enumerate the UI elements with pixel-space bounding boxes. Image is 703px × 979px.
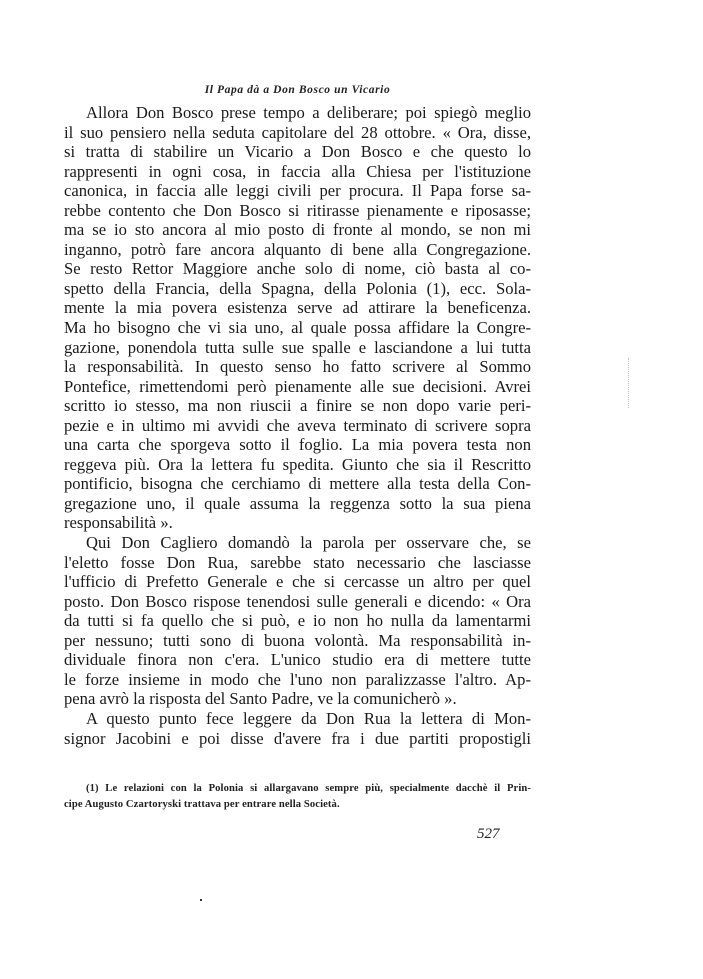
text-line: A questo punto fece leggere da Don Rua la lettera di Mon-: [86, 708, 531, 728]
text-line: Qui Don Cagliero domandò la parola per osservare che, se: [86, 533, 531, 553]
text-line: per nessuno; tutti sono di buona volontà. Ma responsabilità in-: [64, 630, 531, 650]
scan-artifact-dot: [200, 899, 202, 901]
text-line: pezie e in ultimo mi avvidi che aveva terminato di scrivere sopra: [64, 415, 531, 435]
text-line: rappresenti in ogni cosa, in faccia alla Chiesa per l'istituzione: [64, 161, 531, 181]
text-line: ma se io sto ancora al mio posto di fronte al mondo, se non mi: [64, 220, 531, 240]
text-line: Allora Don Bosco prese tempo a deliberare; poi spiegò meglio: [86, 103, 531, 122]
text-line: rebbe contento che Don Bosco si ritirasse pienamente e riposasse;: [64, 200, 531, 220]
text-line: gazione, ponendola tutta sulle sue spalle e lasciandone a lui tutta: [64, 337, 531, 357]
scan-artifact-mark: [628, 358, 630, 408]
paragraph-1: [64, 103, 531, 533]
text-line: dividuale finora non c'era. L'unico studio era di mettere tutte: [64, 650, 531, 670]
text-line: posto. Don Bosco rispose tenendosi sulle generali e dicendo: « Ora: [64, 591, 531, 611]
paragraph-2: [64, 533, 531, 709]
footnote-line: cipe Augusto Czartoryski trattava per entrare nella Società.: [64, 799, 340, 810]
footnote-line: (1) Le relazioni con la Polonia si allargavano sempre più, specialmente dacchè il Prin-: [86, 783, 531, 794]
text-line: da tutti si fa quello che si può, e io non ho nulla da lamentarmi: [64, 611, 531, 631]
text-line: scritto io stesso, ma non riuscii a finire se non dopo varie peri-: [64, 396, 531, 416]
text-line: Ma ho bisogno che vi sia uno, al quale possa affidare la Congre-: [64, 318, 531, 338]
text-line: reggeva più. Ora la lettera fu spedita. Giunto che sia il Rescritto: [64, 454, 531, 474]
body-text: [64, 103, 531, 748]
text-line: responsabilità ».: [64, 513, 173, 533]
text-line: la responsabilità. In questo senso ho fatto scrivere al Sommo: [64, 357, 531, 377]
text-line: pena avrò la risposta del Santo Padre, ve la comunicherò ».: [64, 689, 457, 709]
running-head: Il Papa dà a Don Bosco un Vicario: [204, 84, 391, 96]
text-line: le forze insieme in modo che l'uno non paralizzasse l'altro. Ap-: [64, 669, 531, 689]
text-line: mente la mia povera esistenza serve ad attirare la beneficenza.: [64, 298, 531, 318]
text-line: l'eletto fosse Don Rua, sarebbe stato necessario che lasciasse: [64, 552, 531, 572]
text-line: pontificio, bisogna che cerchiamo di mettere alla testa della Con-: [64, 474, 531, 494]
text-line: inganno, potrò fare ancora alquanto di bene alla Congregazione.: [64, 239, 531, 259]
footnote: [64, 781, 531, 813]
text-line: Pontefice, rimettendomi però pienamente alle sue decisioni. Avrei: [64, 376, 531, 396]
text-line: l'ufficio di Prefetto Generale e che si cercasse un altro per quel: [64, 572, 531, 592]
text-line: spetto della Francia, della Spagna, della Polonia (1), ecc. Sola-: [64, 278, 531, 298]
text-line: signor Jacobini e poi disse d'avere fra i due partiti propostigli: [64, 728, 531, 748]
paragraph-3: [64, 709, 531, 748]
text-line: Se resto Rettor Maggiore anche solo di nome, ciò basta al co-: [64, 259, 531, 279]
text-line: il suo pensiero nella seduta capitolare del 28 ottobre. « Ora, disse,: [64, 122, 531, 142]
text-line: canonica, in faccia alle leggi civili per procura. Il Papa forse sa-: [64, 181, 531, 201]
text-line: si tratta di stabilire un Vicario a Don Bosco e che questo lo: [64, 142, 531, 162]
text-line: gregazione uno, il quale assuma la reggenza sotto la sua piena: [64, 493, 531, 513]
page-number: 527: [477, 826, 500, 842]
text-line: una carta che sporgeva sotto il foglio. La mia povera testa non: [64, 435, 531, 455]
